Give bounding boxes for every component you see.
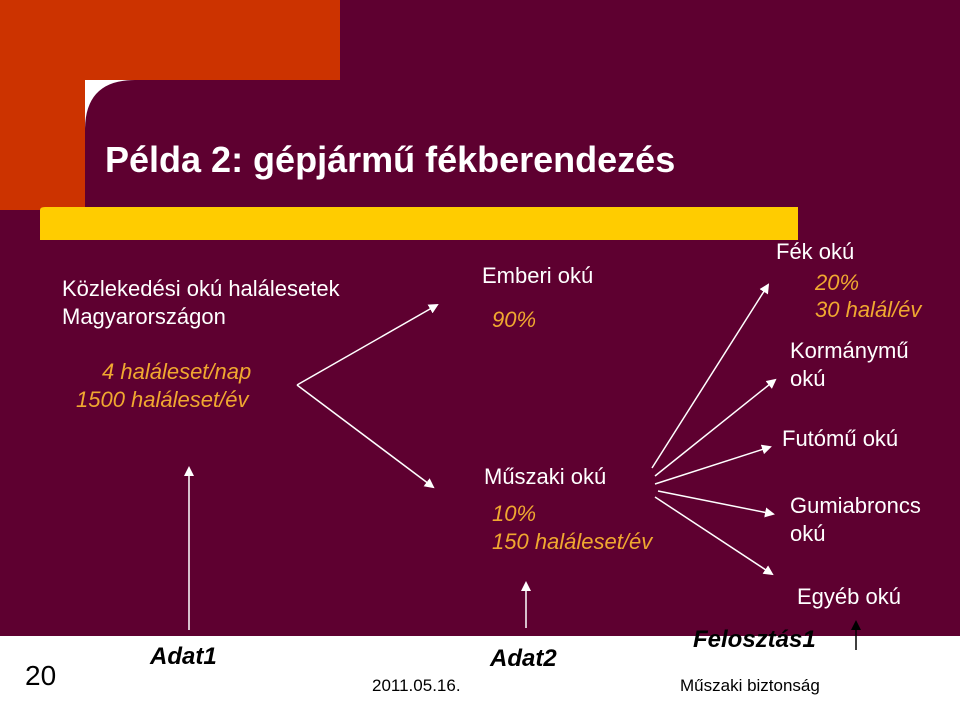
brake-label: Fék okú [776,239,855,264]
adat2-label: Adat2 [490,645,557,672]
adat1-label: Adat1 [150,643,217,670]
steering-line1: Kormánymű [790,338,909,363]
other-label: Egyéb okú [797,584,901,609]
left-stat-per-year: 1500 haláleset/év [76,387,249,412]
brake-percent: 20% [815,270,860,295]
left-heading-line2: Magyarországon [62,304,226,329]
felosztas-label: Felosztás1 [693,626,816,653]
tyre-line2: okú [790,521,826,546]
left-heading-line1: Közlekedési okú halálesetek [62,276,340,301]
technical-deaths: 150 haláleset/év [492,529,653,554]
slide-title: Példa 2: gépjármű fékberendezés [105,139,676,180]
slide-number: 20 [25,660,57,691]
left-stat-per-day: 4 haláleset/nap [102,359,252,384]
footer-date: 2011.05.16. [372,676,461,695]
steering-line2: okú [790,366,826,391]
footer-course: Műszaki biztonság [680,676,820,695]
human-label: Emberi okú [482,263,594,288]
technical-label: Műszaki okú [484,464,607,489]
maroon-top-right [340,0,960,80]
maroon-left-strip [0,210,85,636]
brake-deaths: 30 halál/év [815,297,922,322]
human-percent: 90% [492,307,537,332]
tyre-line1: Gumiabroncs [790,493,921,518]
yellow-divider [40,207,798,240]
running-gear-label: Futómű okú [782,426,899,451]
technical-percent: 10% [492,501,537,526]
